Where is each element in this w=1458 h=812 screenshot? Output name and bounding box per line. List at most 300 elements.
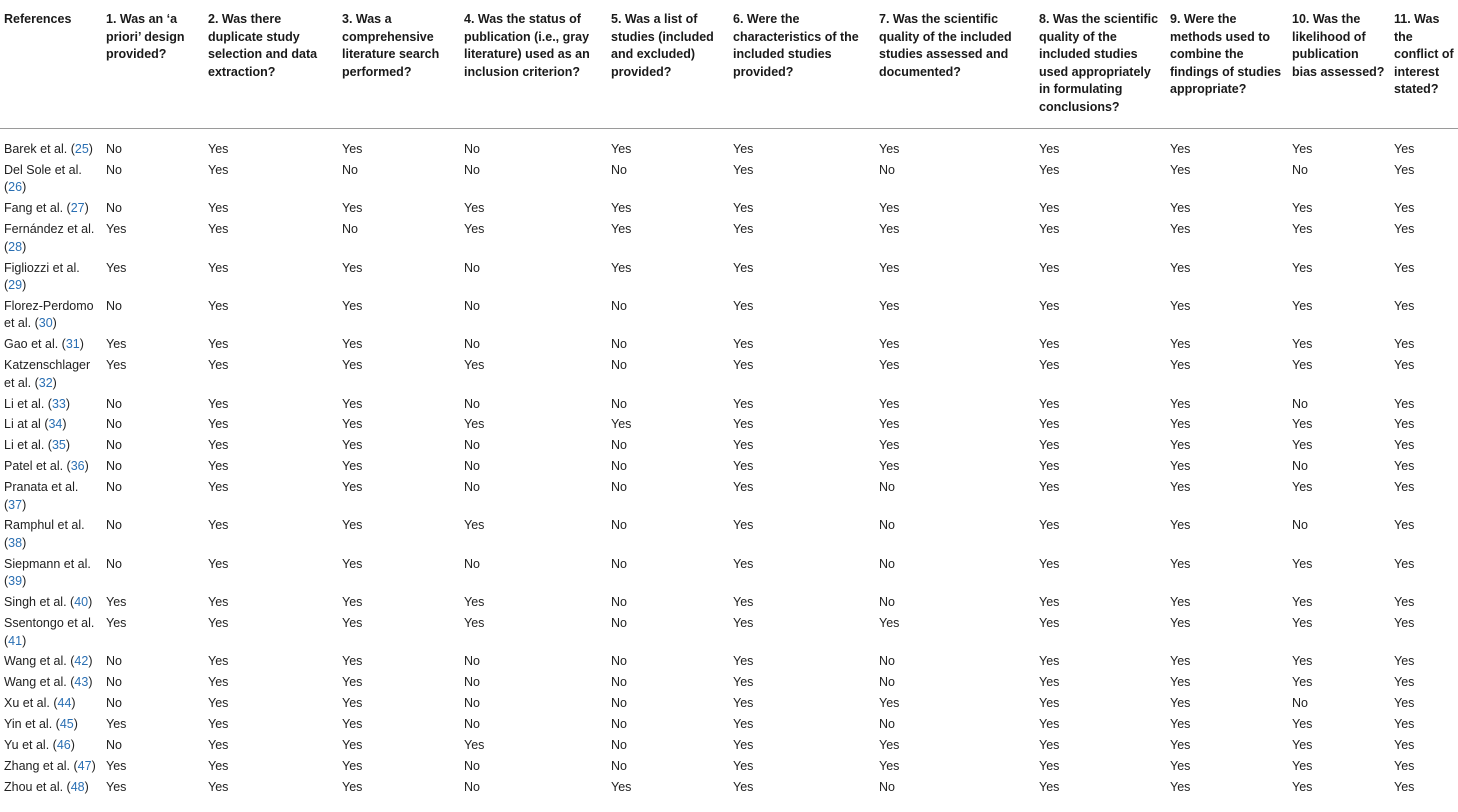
reference-cell: Yu et al. (46): [4, 737, 75, 752]
answer-cell-q3: Yes: [342, 675, 363, 690]
answer-cell-q4: No: [464, 480, 480, 494]
reference-number-link[interactable]: 30: [38, 316, 53, 331]
answer-cell-q10: Yes: [1292, 142, 1313, 156]
header-row: [0, 0, 1458, 129]
reference-number-link[interactable]: 41: [8, 633, 23, 648]
answer-cell-q4: Yes: [464, 417, 485, 432]
answer-cell-q9: Yes: [1170, 616, 1191, 630]
answer-cell-q4: No: [464, 556, 480, 571]
answer-cell-q1: No: [106, 654, 122, 669]
answer-cell-q9: Yes: [1170, 417, 1191, 432]
answer-cell-q8: Yes: [1039, 758, 1060, 773]
reference-number-link[interactable]: 47: [77, 758, 92, 773]
reference-cell: Ramphul et al. (38): [4, 518, 85, 550]
answer-cell-q5: No: [611, 298, 627, 313]
answer-cell-q1: Yes: [106, 260, 127, 275]
answer-cell-q2: Yes: [208, 358, 229, 373]
column-header-q2: 2. Was there duplicate study selection and data extraction?: [204, 0, 338, 129]
answer-cell-q8: Yes: [1039, 675, 1060, 690]
answer-cell-q6: Yes: [733, 675, 754, 690]
answer-cell-q2: Yes: [208, 438, 229, 453]
table-row: [0, 160, 1458, 198]
answer-cell-q4: No: [464, 142, 480, 156]
answer-cell-q6: Yes: [733, 459, 754, 474]
answer-cell-q5: Yes: [611, 260, 632, 275]
table-row: [0, 516, 1458, 554]
answer-cell-q2: Yes: [208, 260, 229, 275]
table-row: [0, 219, 1458, 257]
answer-cell-q2: Yes: [208, 337, 229, 352]
answer-cell-q1: No: [106, 696, 122, 711]
answer-cell-q4: No: [464, 438, 480, 453]
answer-cell-q10: Yes: [1292, 417, 1313, 432]
answer-cell-q7: No: [879, 162, 895, 177]
answer-cell-q6: Yes: [733, 518, 754, 533]
answer-cell-q11: Yes: [1394, 337, 1415, 352]
answer-cell-q8: Yes: [1039, 459, 1060, 474]
answer-cell-q11: Yes: [1394, 616, 1415, 630]
answer-cell-q3: Yes: [342, 696, 363, 711]
answer-cell-q4: No: [464, 162, 480, 177]
table-row: [0, 296, 1458, 334]
reference-cell: Figliozzi et al. (29): [4, 260, 80, 292]
answer-cell-q1: No: [106, 162, 122, 177]
table-row: [0, 613, 1458, 651]
reference-number-link[interactable]: 40: [74, 595, 89, 610]
answer-cell-q2: Yes: [208, 675, 229, 690]
reference-cell: Ssentongo et al. (41): [4, 616, 95, 648]
answer-cell-q10: Yes: [1292, 654, 1313, 669]
answer-cell-q7: Yes: [879, 337, 900, 352]
answer-cell-q6: Yes: [733, 758, 754, 773]
table-row: [0, 777, 1458, 798]
reference-author: Pranata et al.: [4, 480, 79, 494]
table-row: [0, 554, 1458, 592]
answer-cell-q8: Yes: [1039, 438, 1060, 453]
reference-author: Ramphul et al.: [4, 518, 85, 533]
answer-cell-q6: Yes: [733, 142, 754, 156]
answer-cell-q7: Yes: [879, 201, 900, 216]
answer-cell-q2: Yes: [208, 518, 229, 533]
answer-cell-q9: Yes: [1170, 595, 1191, 610]
answer-cell-q8: Yes: [1039, 298, 1060, 313]
answer-cell-q8: Yes: [1039, 417, 1060, 432]
answer-cell-q7: No: [879, 595, 895, 610]
answer-cell-q11: Yes: [1394, 595, 1415, 610]
answer-cell-q6: Yes: [733, 480, 754, 494]
answer-cell-q8: Yes: [1039, 556, 1060, 571]
answer-cell-q3: Yes: [342, 438, 363, 453]
reference-cell: Gao et al. (31): [4, 337, 84, 352]
answer-cell-q8: Yes: [1039, 518, 1060, 533]
answer-cell-q11: Yes: [1394, 417, 1415, 432]
answer-cell-q1: Yes: [106, 758, 127, 773]
answer-cell-q11: Yes: [1394, 298, 1415, 313]
answer-cell-q10: Yes: [1292, 298, 1313, 313]
answer-cell-q11: Yes: [1394, 518, 1415, 533]
reference-number-link[interactable]: 46: [56, 737, 71, 752]
answer-cell-q5: No: [611, 556, 627, 571]
answer-cell-q4: Yes: [464, 737, 485, 752]
answer-cell-q5: No: [611, 616, 627, 630]
reference-number-link[interactable]: 28: [8, 239, 23, 254]
reference-author: Ssentongo et al.: [4, 616, 95, 630]
answer-cell-q9: Yes: [1170, 758, 1191, 773]
answer-cell-q4: No: [464, 396, 480, 411]
answer-cell-q3: Yes: [342, 417, 363, 432]
answer-cell-q5: Yes: [611, 201, 632, 216]
answer-cell-q7: Yes: [879, 222, 900, 237]
answer-cell-q4: No: [464, 298, 480, 313]
reference-number-link[interactable]: 32: [38, 375, 53, 390]
answer-cell-q6: Yes: [733, 298, 754, 313]
reference-author: Li et al.: [4, 438, 45, 453]
table-row: [0, 129, 1458, 161]
answer-cell-q11: Yes: [1394, 480, 1415, 494]
reference-author: Patel et al.: [4, 459, 64, 474]
answer-cell-q10: Yes: [1292, 556, 1313, 571]
answer-cell-q9: Yes: [1170, 556, 1191, 571]
reference-author: Yin et al.: [4, 717, 53, 731]
answer-cell-q2: Yes: [208, 654, 229, 669]
table-row: [0, 355, 1458, 393]
reference-number-link[interactable]: 34: [48, 417, 63, 432]
reference-number-link[interactable]: 33: [51, 396, 66, 411]
answer-cell-q2: Yes: [208, 779, 229, 794]
answer-cell-q6: Yes: [733, 358, 754, 373]
answer-cell-q3: Yes: [342, 142, 363, 156]
reference-author: Yu et al.: [4, 737, 50, 752]
reference-author: Li et al.: [4, 396, 45, 411]
reference-cell: Fang et al. (27): [4, 201, 89, 216]
column-header-q10: 10. Was the likelihood of publication bias assessed?: [1288, 0, 1390, 129]
answer-cell-q2: Yes: [208, 459, 229, 474]
answer-cell-q6: Yes: [733, 260, 754, 275]
reference-cell: Del Sole et al. (26): [4, 162, 82, 195]
answer-cell-q9: Yes: [1170, 337, 1191, 352]
answer-cell-q11: Yes: [1394, 142, 1415, 156]
answer-cell-q8: Yes: [1039, 358, 1060, 373]
answer-cell-q10: Yes: [1292, 260, 1313, 275]
answer-cell-q2: Yes: [208, 142, 229, 156]
reference-number-link[interactable]: 36: [70, 459, 85, 474]
reference-cell: Siepmann et al. (39): [4, 556, 91, 589]
answer-cell-q11: Yes: [1394, 779, 1415, 794]
reference-cell: Barek et al. (25): [4, 142, 93, 156]
answer-cell-q7: Yes: [879, 616, 900, 630]
answer-cell-q3: Yes: [342, 737, 363, 752]
reference-author: Florez-Perdomo et al.: [4, 298, 94, 331]
reference-number-link[interactable]: 37: [8, 497, 23, 512]
table-row: [0, 693, 1458, 714]
answer-cell-q7: No: [879, 518, 895, 533]
answer-cell-q10: Yes: [1292, 201, 1313, 216]
answer-cell-q10: Yes: [1292, 595, 1313, 610]
table-row: [0, 735, 1458, 756]
answer-cell-q5: No: [611, 758, 627, 773]
answer-cell-q6: Yes: [733, 779, 754, 794]
answer-cell-q11: Yes: [1394, 459, 1415, 474]
answer-cell-q8: Yes: [1039, 142, 1060, 156]
reference-number-link[interactable]: 29: [8, 278, 23, 292]
answer-cell-q1: No: [106, 459, 122, 474]
answer-cell-q4: Yes: [464, 358, 485, 373]
answer-cell-q8: Yes: [1039, 696, 1060, 711]
column-header-q11: 11. Was the conflict of interest stated?: [1390, 0, 1458, 129]
answer-cell-q9: Yes: [1170, 142, 1191, 156]
column-header-q7: 7. Was the scientific quality of the included studies assessed and documented?: [875, 0, 1035, 129]
reference-number-link[interactable]: 45: [59, 717, 74, 731]
answer-cell-q9: Yes: [1170, 654, 1191, 669]
column-header-q8: 8. Was the scientific quality of the included studies used appropriately in formulating conclusions?: [1035, 0, 1166, 129]
answer-cell-q2: Yes: [208, 758, 229, 773]
reference-author: Siepmann et al.: [4, 556, 91, 571]
answer-cell-q3: Yes: [342, 654, 363, 669]
answer-cell-q7: Yes: [879, 417, 900, 432]
answer-cell-q9: Yes: [1170, 737, 1191, 752]
answer-cell-q2: Yes: [208, 595, 229, 610]
answer-cell-q5: No: [611, 696, 627, 711]
reference-number-link[interactable]: 48: [70, 779, 85, 794]
answer-cell-q10: No: [1292, 518, 1308, 533]
reference-author: Barek et al.: [4, 142, 68, 156]
answer-cell-q10: Yes: [1292, 358, 1313, 373]
answer-cell-q9: Yes: [1170, 459, 1191, 474]
answer-cell-q9: Yes: [1170, 162, 1191, 177]
answer-cell-q3: Yes: [342, 358, 363, 373]
answer-cell-q10: Yes: [1292, 779, 1313, 794]
answer-cell-q1: No: [106, 142, 122, 156]
reference-cell: Xu et al. (44): [4, 696, 76, 711]
reference-number-link[interactable]: 38: [8, 535, 23, 550]
answer-cell-q5: No: [611, 675, 627, 690]
answer-cell-q3: Yes: [342, 298, 363, 313]
answer-cell-q1: No: [106, 298, 122, 313]
table-row: [0, 394, 1458, 415]
answer-cell-q9: Yes: [1170, 696, 1191, 711]
answer-cell-q11: Yes: [1394, 654, 1415, 669]
answer-cell-q1: No: [106, 556, 122, 571]
table-row: [0, 673, 1458, 694]
answer-cell-q9: Yes: [1170, 298, 1191, 313]
table-row: [0, 335, 1458, 356]
answer-cell-q5: No: [611, 654, 627, 669]
answer-cell-q4: Yes: [464, 616, 485, 630]
answer-cell-q7: No: [879, 779, 895, 794]
answer-cell-q4: No: [464, 779, 480, 794]
answer-cell-q7: No: [879, 480, 895, 494]
answer-cell-q5: No: [611, 337, 627, 352]
answer-cell-q11: Yes: [1394, 438, 1415, 453]
answer-cell-q8: Yes: [1039, 717, 1060, 731]
answer-cell-q4: No: [464, 459, 480, 474]
answer-cell-q2: Yes: [208, 616, 229, 630]
answer-cell-q11: Yes: [1394, 556, 1415, 571]
answer-cell-q3: No: [342, 162, 358, 177]
answer-cell-q4: No: [464, 717, 480, 731]
answer-cell-q8: Yes: [1039, 162, 1060, 177]
answer-cell-q6: Yes: [733, 696, 754, 711]
answer-cell-q6: Yes: [733, 162, 754, 177]
answer-cell-q5: No: [611, 459, 627, 474]
answer-cell-q7: No: [879, 717, 895, 731]
answer-cell-q2: Yes: [208, 696, 229, 711]
column-header-q1: 1. Was an ‘a priori’ design provided?: [102, 0, 204, 129]
answer-cell-q6: Yes: [733, 616, 754, 630]
answer-cell-q5: Yes: [611, 222, 632, 237]
table-row: [0, 477, 1458, 515]
answer-cell-q4: Yes: [464, 222, 485, 237]
answer-cell-q3: Yes: [342, 459, 363, 474]
answer-cell-q7: Yes: [879, 298, 900, 313]
reference-number-link[interactable]: 26: [8, 180, 23, 195]
reference-number-link[interactable]: 42: [74, 654, 89, 669]
reference-cell: Li et al. (33): [4, 396, 71, 411]
answer-cell-q10: Yes: [1292, 737, 1313, 752]
reference-author: Figliozzi et al.: [4, 260, 80, 275]
column-header-q9: 9. Were the methods used to combine the findings of studies appropriate?: [1166, 0, 1288, 129]
table-row: [0, 652, 1458, 673]
answer-cell-q2: Yes: [208, 556, 229, 571]
answer-cell-q9: Yes: [1170, 396, 1191, 411]
reference-number-link[interactable]: 35: [51, 438, 66, 453]
reference-cell: Katzenschlager et al. (32): [4, 358, 91, 390]
answer-cell-q10: No: [1292, 459, 1308, 474]
answer-cell-q9: Yes: [1170, 779, 1191, 794]
table-row: [0, 714, 1458, 735]
answer-cell-q7: Yes: [879, 737, 900, 752]
answer-cell-q4: Yes: [464, 595, 485, 610]
answer-cell-q11: Yes: [1394, 675, 1415, 690]
answer-cell-q3: Yes: [342, 260, 363, 275]
answer-cell-q3: No: [342, 222, 358, 237]
answer-cell-q6: Yes: [733, 654, 754, 669]
answer-cell-q2: Yes: [208, 717, 229, 731]
answer-cell-q4: No: [464, 260, 480, 275]
answer-cell-q10: Yes: [1292, 616, 1313, 630]
table-row: [0, 592, 1458, 613]
reference-author: Zhou et al.: [4, 779, 64, 794]
reference-author: Wang et al.: [4, 675, 67, 690]
reference-number-link[interactable]: 31: [65, 337, 80, 352]
answer-cell-q5: No: [611, 396, 627, 411]
table-body: [0, 129, 1458, 798]
reference-author: Katzenschlager et al.: [4, 358, 91, 390]
answer-cell-q11: Yes: [1394, 260, 1415, 275]
answer-cell-q4: No: [464, 675, 480, 690]
answer-cell-q3: Yes: [342, 518, 363, 533]
answer-cell-q3: Yes: [342, 337, 363, 352]
answer-cell-q5: No: [611, 438, 627, 453]
reference-number-link[interactable]: 25: [74, 142, 89, 156]
answer-cell-q9: Yes: [1170, 480, 1191, 494]
answer-cell-q1: Yes: [106, 595, 127, 610]
answer-cell-q9: Yes: [1170, 201, 1191, 216]
answer-cell-q1: Yes: [106, 358, 127, 373]
answer-cell-q1: Yes: [106, 616, 127, 630]
answer-cell-q9: Yes: [1170, 260, 1191, 275]
table-row: [0, 199, 1458, 220]
answer-cell-q2: Yes: [208, 201, 229, 216]
reference-number-link[interactable]: 43: [74, 675, 89, 690]
answer-cell-q11: Yes: [1394, 737, 1415, 752]
reference-author: Xu et al.: [4, 696, 50, 711]
answer-cell-q6: Yes: [733, 438, 754, 453]
answer-cell-q7: Yes: [879, 260, 900, 275]
column-header-q3: 3. Was a comprehensive literature search performed?: [338, 0, 460, 129]
answer-cell-q5: No: [611, 162, 627, 177]
answer-cell-q1: No: [106, 675, 122, 690]
answer-cell-q5: No: [611, 480, 627, 494]
answer-cell-q3: Yes: [342, 201, 363, 216]
answer-cell-q7: No: [879, 556, 895, 571]
answer-cell-q1: No: [106, 396, 122, 411]
answer-cell-q11: Yes: [1394, 222, 1415, 237]
answer-cell-q10: No: [1292, 396, 1308, 411]
answer-cell-q6: Yes: [733, 717, 754, 731]
answer-cell-q3: Yes: [342, 556, 363, 571]
answer-cell-q1: No: [106, 438, 122, 453]
answer-cell-q7: Yes: [879, 142, 900, 156]
answer-cell-q10: Yes: [1292, 222, 1313, 237]
answer-cell-q6: Yes: [733, 737, 754, 752]
reference-cell: Li at al (34): [4, 417, 67, 432]
answer-cell-q9: Yes: [1170, 518, 1191, 533]
answer-cell-q7: Yes: [879, 696, 900, 711]
answer-cell-q9: Yes: [1170, 438, 1191, 453]
reference-number-link[interactable]: 44: [57, 696, 72, 711]
answer-cell-q11: Yes: [1394, 162, 1415, 177]
answer-cell-q4: No: [464, 654, 480, 669]
answer-cell-q9: Yes: [1170, 717, 1191, 731]
answer-cell-q4: No: [464, 696, 480, 711]
answer-cell-q3: Yes: [342, 779, 363, 794]
reference-cell: Zhou et al. (48): [4, 779, 89, 794]
reference-number-link[interactable]: 27: [70, 201, 85, 216]
reference-cell: Singh et al. (40): [4, 595, 93, 610]
answer-cell-q10: Yes: [1292, 480, 1313, 494]
table-row: [0, 415, 1458, 436]
answer-cell-q5: No: [611, 518, 627, 533]
answer-cell-q1: Yes: [106, 779, 127, 794]
answer-cell-q9: Yes: [1170, 222, 1191, 237]
answer-cell-q8: Yes: [1039, 222, 1060, 237]
answer-cell-q2: Yes: [208, 222, 229, 237]
answer-cell-q7: Yes: [879, 438, 900, 453]
answer-cell-q2: Yes: [208, 298, 229, 313]
answer-cell-q1: No: [106, 480, 122, 494]
column-header-q5: 5. Was a list of studies (included and excluded) provided?: [607, 0, 729, 129]
answer-cell-q6: Yes: [733, 396, 754, 411]
answer-cell-q3: Yes: [342, 758, 363, 773]
table-row: [0, 258, 1458, 296]
answer-cell-q8: Yes: [1039, 337, 1060, 352]
answer-cell-q8: Yes: [1039, 201, 1060, 216]
answer-cell-q8: Yes: [1039, 654, 1060, 669]
answer-cell-q10: No: [1292, 696, 1308, 711]
reference-cell: Patel et al. (36): [4, 459, 89, 474]
reference-author: Zhang et al.: [4, 758, 71, 773]
answer-cell-q1: No: [106, 737, 122, 752]
answer-cell-q3: Yes: [342, 480, 363, 494]
answer-cell-q1: Yes: [106, 337, 127, 352]
answer-cell-q2: Yes: [208, 737, 229, 752]
reference-number-link[interactable]: 39: [8, 574, 23, 589]
answer-cell-q7: No: [879, 654, 895, 669]
answer-cell-q6: Yes: [733, 556, 754, 571]
answer-cell-q8: Yes: [1039, 480, 1060, 494]
column-header-references: References: [0, 0, 102, 129]
